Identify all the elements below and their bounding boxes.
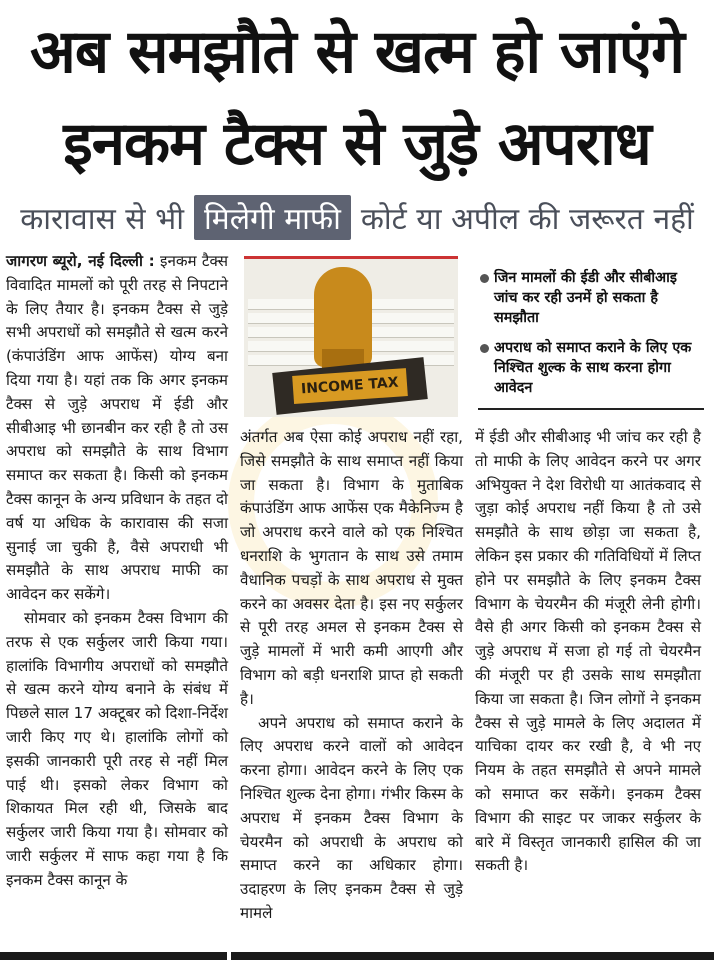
article-paragraph: में ईडी और सीबीआइ भी जांच कर रही है तो माफी के लिए आवेदन करने पर अगर अभियुक्त ने देश विरोधी या आतंकवाद से जुड़ा कोई अपराध नहीं किया है तो उसे समझौते के साथ छोड़ा जा सकता है, लेकिन इस प्रकार की गतिविधियों में लिप्त होने पर समझौते के लिए इनकम टैक्स विभाग के चेयरमैन की मंजूरी लेनी होगी। वैसे ही अगर किसी को इनकम टैक्स से जुड़े अपराध में सजा हो गई तो चेयरमैन की मंजूरी पर ही उसके साथ समझौता किया जा सकता है। जिन लोगों ने इनकम टैक्स से जुड़े मामले के लिए अदालत में याचिका दायर कर रखी है, वे भी नए नियम के तहत समझौते से अपने मामले को समाप्त कर सकेंगे। इनकम टैक्स विभाग की साइट पर जाकर सर्कुलर के बारे में विस्तृत जानकारी हासिल की जा सकती है। bbox=[475, 428, 701, 875]
bottom-rule bbox=[0, 952, 714, 960]
paragraph-text: इनकम टैक्स विवादित मामलों को पूरी तरह से निपटाने के लिए तैयार है। इनकम टैक्स से जुड़े सभी अपराधों को समझौते से खत्म करने (कंपाउंडिंग आफ आफेंस) योग्य बना दिया गया है। यहां तक कि अगर इनकम टैक्स से जुड़े अपराध में ईडी और सीबीआइ भी छानबीन कर रही है तो उस अपराध को समझौते के साथ विभाग समाप्त कर सकता है। किसी को इनकम टैक्स कानून के अन्य प्रविधान के तहत दो वर्ष या अधिक के कारावास की सजा सुनाई जा चुकी है, वैसे अपराधी भी समझौते के साथ अपराध माफी का आवेदन कर सकेंगे। bbox=[6, 252, 229, 604]
highlight-divider bbox=[478, 408, 704, 410]
subhead-highlight: मिलेगी माफी bbox=[194, 195, 351, 240]
headline-line-2: इनकम टैक्स से जुड़े अपराध bbox=[63, 109, 651, 179]
income-tax-stamp-photo bbox=[244, 256, 458, 417]
headline-line-1: अब समझौते से खत्म हो जाएंगे bbox=[30, 17, 684, 87]
subhead-right: कोर्ट या अपील की जरूरत नहीं bbox=[360, 201, 694, 237]
article-column-1 bbox=[6, 250, 228, 893]
dateline: जागरण ब्यूरो, नई दिल्ली : bbox=[6, 252, 155, 270]
subheadline bbox=[0, 192, 714, 242]
article-column-2 bbox=[240, 426, 463, 926]
article-paragraph bbox=[6, 250, 228, 607]
subhead-left: कारावास से भी bbox=[20, 201, 184, 237]
highlight-bullet: अपराध को समाप्त कराने के लिए एक निश्चित शुल्क के साथ करना होगा आवेदन bbox=[478, 338, 704, 398]
article-paragraph: अपने अपराध को समाप्त कराने के लिए अपराध करने वालों को आवेदन करना होगा। आवेदन करने के लिए एक निश्चित शुल्क देना होगा। गंभीर किस्म के अपराध में इनकम टैक्स विभाग के चेयरमैन को अपराधी के अपराध को समाप्त करने का अधिकार होगा। उदाहरण के लिए इनकम टैक्स से जुड़े मामले bbox=[240, 713, 463, 922]
article-paragraph: अंतर्गत अब ऐसा कोई अपराध नहीं रहा, जिसे समझौते के साथ समाप्त नहीं किया जा सकता है। विभाग के मुताबिक कंपाउंडिंग आफ आफेंस एक मैकेनिज्म है जो अपराध करने वाले को एक निश्चित धनराशि के भुगतान के साथ उसे तमाम वैधानिक पचड़ों के साथ अपराध से मुक्त करने का अवसर देता है। इस नए सर्कुलर से पूरी तरह अमल से इनकम टैक्स से जुड़े मामलों में भारी कमी आएगी और विभाग को बड़ी धनराशि प्राप्त हो सकती है। bbox=[240, 428, 463, 708]
highlight-box bbox=[478, 268, 704, 410]
highlight-bullet: जिन मामलों की ईडी और सीबीआइ जांच कर रही उनमें हो सकता है समझौता bbox=[478, 268, 704, 328]
article-column-3 bbox=[475, 426, 701, 878]
stamp-label: INCOME TAX bbox=[292, 368, 407, 404]
article-paragraph: सोमवार को इनकम टैक्स विभाग की तरफ से एक सर्कुलर जारी किया गया। हालांकि विभागीय अपराधों को समझौते से खत्म करने योग्य बनाने के संबंध में पिछले साल 17 अक्टूबर को दिशा-निर्देश जारी किए गए थे। हालांकि लोगों को इसकी जानकारी पूरी तरह से नहीं मिल पाई थी। इसको लेकर विभाग को शिकायत मिल रही थी, जिसके बाद सर्कुलर जारी किया गया है। सोमवार को जारी सर्कुलर में साफ कहा गया है कि इनकम टैक्स कानून के bbox=[6, 608, 228, 889]
